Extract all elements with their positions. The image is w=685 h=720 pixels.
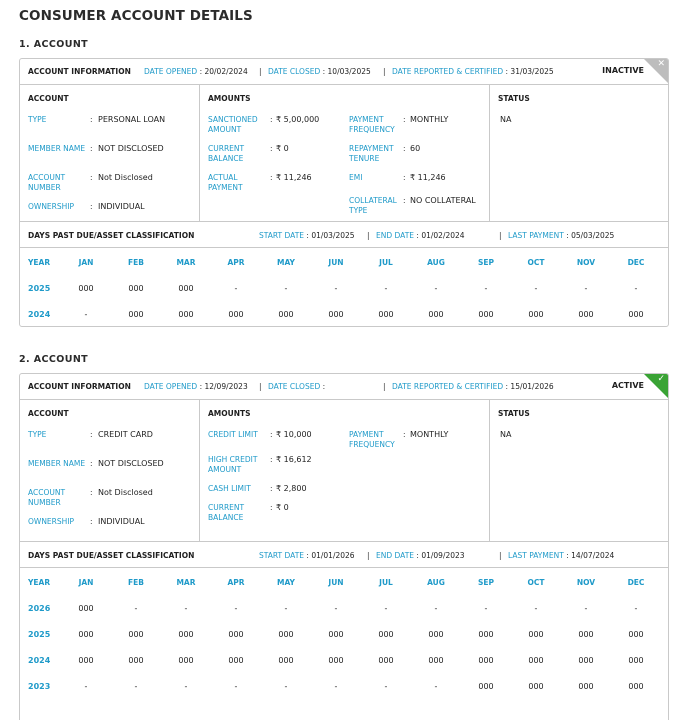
dpd-value: 000 bbox=[178, 656, 194, 665]
end-date-value: 01/02/2024 bbox=[421, 231, 465, 240]
close-icon: ✕ bbox=[657, 59, 665, 69]
page-title: CONSUMER ACCOUNT DETAILS bbox=[19, 8, 253, 24]
date-opened bbox=[144, 67, 248, 76]
dpd-header bbox=[20, 222, 668, 248]
account-column bbox=[20, 400, 200, 541]
date-closed-label: DATE CLOSED bbox=[268, 67, 321, 76]
month-header: JUL bbox=[379, 258, 393, 267]
colon: : bbox=[503, 67, 511, 76]
dpd-value: - bbox=[184, 604, 188, 613]
dpd-value: - bbox=[234, 604, 238, 613]
field-value: Not Disclosed bbox=[98, 488, 153, 497]
last-payment bbox=[508, 231, 614, 240]
dpd-value: - bbox=[284, 604, 288, 613]
month-header: NOV bbox=[576, 578, 596, 587]
date-reported-label: DATE REPORTED & CERTIFIED bbox=[392, 382, 504, 391]
month-header: JUL bbox=[379, 578, 393, 587]
month-header: MAR bbox=[176, 258, 196, 267]
field-label: CURRENT BALANCE bbox=[208, 144, 245, 163]
start-date bbox=[259, 551, 355, 560]
field-value: ₹ 2,800 bbox=[276, 484, 307, 493]
check-icon: ✓ bbox=[657, 374, 665, 384]
dpd-value: 000 bbox=[528, 630, 544, 639]
dpd-value: 000 bbox=[78, 630, 94, 639]
dpd-value: - bbox=[584, 604, 588, 613]
colon: : bbox=[270, 503, 273, 512]
field-value: ₹ 10,000 bbox=[276, 430, 312, 439]
last-payment bbox=[508, 551, 614, 560]
dpd-value: - bbox=[84, 682, 88, 691]
dpd-value: 000 bbox=[428, 656, 444, 665]
colon: : bbox=[403, 196, 406, 205]
field-label: CASH LIMIT bbox=[208, 484, 251, 493]
account-info-header bbox=[20, 59, 668, 85]
field-value: ₹ 16,612 bbox=[276, 455, 312, 464]
dpd-value: - bbox=[334, 682, 338, 691]
dpd-value: 000 bbox=[378, 310, 394, 319]
colon: : bbox=[270, 144, 273, 153]
field-value: ₹ 0 bbox=[276, 503, 289, 512]
end-date-label: END DATE bbox=[376, 231, 415, 240]
dpd-header bbox=[20, 542, 668, 568]
month-header: JUN bbox=[328, 258, 344, 267]
field-label: OWNERSHIP bbox=[28, 517, 75, 526]
field-value: CREDIT CARD bbox=[98, 430, 153, 439]
field-value: MONTHLY bbox=[410, 115, 449, 124]
colon: : bbox=[503, 382, 511, 391]
end-date bbox=[376, 551, 465, 560]
section-title: 1. ACCOUNT bbox=[19, 39, 89, 50]
dpd-value: - bbox=[484, 604, 488, 613]
date-reported bbox=[392, 382, 554, 391]
month-header: APR bbox=[227, 578, 245, 587]
dpd-value: 000 bbox=[128, 284, 144, 293]
dpd-value: 000 bbox=[628, 630, 644, 639]
field-value: NO COLLATERAL bbox=[410, 196, 476, 205]
divider: | bbox=[259, 382, 262, 391]
colon: : bbox=[320, 67, 328, 76]
date-opened-label: DATE OPENED bbox=[144, 67, 198, 76]
last-payment-label: LAST PAYMENT bbox=[508, 231, 564, 240]
month-header: AUG bbox=[427, 258, 445, 267]
dpd-value: - bbox=[384, 604, 388, 613]
colon: : bbox=[304, 231, 312, 240]
dpd-value: 000 bbox=[628, 656, 644, 665]
dpd-value: - bbox=[484, 284, 488, 293]
field-label: PAYMENT FREQUENCY bbox=[349, 430, 395, 449]
dpd-label: DAYS PAST DUE/ASSET CLASSIFICATION bbox=[28, 231, 195, 240]
dpd-grid bbox=[20, 248, 668, 326]
dpd-value: 000 bbox=[628, 310, 644, 319]
account-column-title: ACCOUNT bbox=[28, 94, 69, 103]
month-header: DEC bbox=[627, 258, 645, 267]
amounts-column bbox=[200, 400, 490, 541]
account-card bbox=[19, 373, 669, 720]
dpd-value: 000 bbox=[78, 604, 94, 613]
month-header: MAY bbox=[277, 258, 295, 267]
dpd-value: 000 bbox=[228, 310, 244, 319]
dpd-value: - bbox=[334, 604, 338, 613]
field-label: ACCOUNT NUMBER bbox=[28, 488, 66, 507]
dpd-value: 000 bbox=[528, 656, 544, 665]
month-header: SEP bbox=[477, 578, 495, 587]
year-header: YEAR bbox=[28, 578, 51, 587]
start-date-label: START DATE bbox=[259, 551, 305, 560]
dpd-value: - bbox=[584, 284, 588, 293]
field-value: NOT DISCLOSED bbox=[98, 459, 164, 468]
dpd-value: - bbox=[284, 284, 288, 293]
month-header: DEC bbox=[627, 578, 645, 587]
account-column-title: ACCOUNT bbox=[28, 409, 69, 418]
colon: : bbox=[270, 115, 273, 124]
dpd-value: 000 bbox=[278, 656, 294, 665]
dpd-value: - bbox=[384, 284, 388, 293]
date-opened bbox=[144, 382, 248, 391]
year-header: YEAR bbox=[28, 258, 51, 267]
dpd-value: - bbox=[384, 682, 388, 691]
month-header: MAY bbox=[277, 578, 295, 587]
field-label: ACCOUNT NUMBER bbox=[28, 173, 66, 192]
date-opened-label: DATE OPENED bbox=[144, 382, 198, 391]
last-payment-value: 05/03/2025 bbox=[571, 231, 615, 240]
field-label: TYPE bbox=[28, 430, 47, 439]
date-closed bbox=[268, 67, 371, 76]
date-reported-value: 31/03/2025 bbox=[510, 67, 554, 76]
dpd-value: - bbox=[434, 284, 438, 293]
dpd-value: 000 bbox=[128, 656, 144, 665]
field-label: COLLATERAL TYPE bbox=[349, 196, 397, 215]
field-value: Not Disclosed bbox=[98, 173, 153, 182]
field-value: 60 bbox=[410, 144, 421, 153]
field-label: EMI bbox=[349, 173, 363, 182]
dpd-value: 000 bbox=[228, 656, 244, 665]
account-card bbox=[19, 58, 669, 327]
start-date-value: 01/03/2025 bbox=[311, 231, 355, 240]
field-label: CURRENT BALANCE bbox=[208, 503, 245, 522]
month-header: OCT bbox=[527, 578, 545, 587]
dpd-value: 000 bbox=[78, 284, 94, 293]
status-column bbox=[490, 85, 668, 221]
date-reported-label: DATE REPORTED & CERTIFIED bbox=[392, 67, 504, 76]
dpd-value: 000 bbox=[578, 656, 594, 665]
amounts-column-title: AMOUNTS bbox=[208, 409, 251, 418]
field-label: REPAYMENT TENURE bbox=[349, 144, 394, 163]
dpd-value: - bbox=[534, 284, 538, 293]
field-value: INDIVIDUAL bbox=[98, 517, 145, 526]
dpd-value: 000 bbox=[278, 310, 294, 319]
dpd-value: 000 bbox=[228, 630, 244, 639]
colon: : bbox=[90, 115, 93, 124]
divider: | bbox=[259, 67, 262, 76]
field-value: NOT DISCLOSED bbox=[98, 144, 164, 153]
dpd-value: - bbox=[184, 682, 188, 691]
dpd-value: 000 bbox=[478, 310, 494, 319]
dpd-value: 000 bbox=[578, 310, 594, 319]
colon: : bbox=[90, 488, 93, 497]
start-date bbox=[259, 231, 355, 240]
colon: : bbox=[320, 382, 326, 391]
dpd-value: 000 bbox=[328, 656, 344, 665]
date-closed-value: 10/03/2025 bbox=[327, 67, 371, 76]
colon: : bbox=[403, 430, 406, 439]
colon: : bbox=[403, 173, 406, 182]
dpd-value: 000 bbox=[528, 682, 544, 691]
end-date bbox=[376, 231, 465, 240]
divider: | bbox=[367, 231, 370, 240]
colon: : bbox=[563, 551, 572, 560]
dpd-value: 000 bbox=[178, 310, 194, 319]
colon: : bbox=[90, 430, 93, 439]
field-value: MONTHLY bbox=[410, 430, 449, 439]
dpd-value: - bbox=[634, 604, 638, 613]
account-details-row bbox=[20, 400, 668, 542]
colon: : bbox=[90, 144, 93, 153]
month-header: AUG bbox=[427, 578, 445, 587]
dpd-value: - bbox=[334, 284, 338, 293]
end-date-label: END DATE bbox=[376, 551, 415, 560]
year-label: 2024 bbox=[28, 310, 51, 319]
field-value: ₹ 0 bbox=[276, 144, 289, 153]
status-badge: INACTIVE bbox=[602, 66, 644, 75]
month-header: JAN bbox=[78, 578, 94, 587]
month-header: MAR bbox=[176, 578, 196, 587]
start-date-label: START DATE bbox=[259, 231, 305, 240]
date-closed bbox=[268, 382, 325, 391]
divider: | bbox=[499, 231, 502, 240]
account-column bbox=[20, 85, 200, 221]
status-column-title: STATUS bbox=[498, 409, 530, 418]
field-value: PERSONAL LOAN bbox=[98, 115, 166, 124]
start-date-value: 01/01/2026 bbox=[311, 551, 355, 560]
field-value: INDIVIDUAL bbox=[98, 202, 145, 211]
section-title: 2. ACCOUNT bbox=[19, 354, 89, 365]
dpd-value: 000 bbox=[428, 310, 444, 319]
colon: : bbox=[414, 231, 422, 240]
dpd-value: 000 bbox=[178, 630, 194, 639]
date-reported-value: 15/01/2026 bbox=[510, 382, 554, 391]
colon: : bbox=[270, 484, 273, 493]
dpd-value: 000 bbox=[78, 656, 94, 665]
colon: : bbox=[197, 67, 205, 76]
field-label: MEMBER NAME bbox=[28, 459, 86, 468]
dpd-value: 000 bbox=[278, 630, 294, 639]
year-label: 2025 bbox=[28, 630, 51, 639]
date-opened-value: 12/09/2023 bbox=[204, 382, 248, 391]
dpd-value: - bbox=[134, 682, 138, 691]
colon: : bbox=[270, 430, 273, 439]
dpd-value: - bbox=[84, 310, 88, 319]
field-label: HIGH CREDIT AMOUNT bbox=[208, 455, 258, 474]
last-payment-value: 14/07/2024 bbox=[571, 551, 615, 560]
field-label: CREDIT LIMIT bbox=[208, 430, 258, 439]
dpd-value: 000 bbox=[478, 682, 494, 691]
month-header: SEP bbox=[477, 258, 495, 267]
month-header: FEB bbox=[128, 258, 144, 267]
status-column bbox=[490, 400, 668, 541]
dpd-value: 000 bbox=[628, 682, 644, 691]
year-label: 2025 bbox=[28, 284, 51, 293]
divider: | bbox=[367, 551, 370, 560]
dpd-value: - bbox=[534, 604, 538, 613]
colon: : bbox=[90, 459, 93, 468]
colon: : bbox=[563, 231, 572, 240]
month-header: APR bbox=[227, 258, 245, 267]
dpd-value: - bbox=[634, 284, 638, 293]
field-label: TYPE bbox=[28, 115, 47, 124]
month-header: JUN bbox=[328, 578, 344, 587]
status-badge: ACTIVE bbox=[611, 381, 644, 390]
colon: : bbox=[304, 551, 312, 560]
month-header: NOV bbox=[576, 258, 596, 267]
dpd-value: 000 bbox=[378, 656, 394, 665]
field-label: OWNERSHIP bbox=[28, 202, 75, 211]
dpd-value: 000 bbox=[528, 310, 544, 319]
month-header: OCT bbox=[527, 258, 545, 267]
dpd-value: 000 bbox=[178, 284, 194, 293]
dpd-value: - bbox=[134, 604, 138, 613]
field-label: SANCTIONED AMOUNT bbox=[208, 115, 258, 134]
end-date-value: 01/09/2023 bbox=[421, 551, 465, 560]
account-details-row bbox=[20, 85, 668, 222]
last-payment-label: LAST PAYMENT bbox=[508, 551, 564, 560]
date-reported bbox=[392, 67, 554, 76]
colon: : bbox=[90, 173, 93, 182]
dpd-value: 000 bbox=[128, 630, 144, 639]
status-value: NA bbox=[500, 430, 512, 439]
field-value: ₹ 5,00,000 bbox=[276, 115, 320, 124]
year-label: 2026 bbox=[28, 604, 51, 613]
account-info-label: ACCOUNT INFORMATION bbox=[28, 67, 131, 76]
dpd-value: - bbox=[434, 604, 438, 613]
colon: : bbox=[414, 551, 422, 560]
colon: : bbox=[270, 173, 273, 182]
status-value: NA bbox=[500, 115, 512, 124]
month-header: FEB bbox=[128, 578, 144, 587]
colon: : bbox=[90, 517, 93, 526]
colon: : bbox=[403, 115, 406, 124]
dpd-value: 000 bbox=[478, 656, 494, 665]
year-label: 2023 bbox=[28, 682, 51, 691]
dpd-value: - bbox=[234, 682, 238, 691]
dpd-value: 000 bbox=[578, 682, 594, 691]
dpd-value: 000 bbox=[478, 630, 494, 639]
dpd-value: 000 bbox=[328, 630, 344, 639]
field-label: ACTUAL PAYMENT bbox=[208, 173, 243, 192]
field-label: MEMBER NAME bbox=[28, 144, 86, 153]
divider: | bbox=[383, 67, 386, 76]
divider: | bbox=[383, 382, 386, 391]
dpd-value: - bbox=[284, 682, 288, 691]
year-label: 2024 bbox=[28, 656, 51, 665]
month-header: JAN bbox=[78, 258, 94, 267]
field-value: ₹ 11,246 bbox=[276, 173, 312, 182]
dpd-value: 000 bbox=[578, 630, 594, 639]
account-info-header bbox=[20, 374, 668, 400]
dpd-value: 000 bbox=[428, 630, 444, 639]
amounts-column-title: AMOUNTS bbox=[208, 94, 251, 103]
dpd-grid bbox=[20, 568, 668, 720]
amounts-column bbox=[200, 85, 490, 221]
dpd-value: 000 bbox=[328, 310, 344, 319]
dpd-label: DAYS PAST DUE/ASSET CLASSIFICATION bbox=[28, 551, 195, 560]
account-info-label: ACCOUNT INFORMATION bbox=[28, 382, 131, 391]
colon: : bbox=[197, 382, 205, 391]
dpd-value: - bbox=[234, 284, 238, 293]
dpd-value: 000 bbox=[128, 310, 144, 319]
field-value: ₹ 11,246 bbox=[410, 173, 446, 182]
colon: : bbox=[403, 144, 406, 153]
date-closed-label: DATE CLOSED bbox=[268, 382, 321, 391]
dpd-value: 000 bbox=[378, 630, 394, 639]
date-opened-value: 20/02/2024 bbox=[204, 67, 248, 76]
status-column-title: STATUS bbox=[498, 94, 530, 103]
colon: : bbox=[270, 455, 273, 464]
dpd-value: - bbox=[434, 682, 438, 691]
divider: | bbox=[499, 551, 502, 560]
colon: : bbox=[90, 202, 93, 211]
field-label: PAYMENT FREQUENCY bbox=[349, 115, 395, 134]
